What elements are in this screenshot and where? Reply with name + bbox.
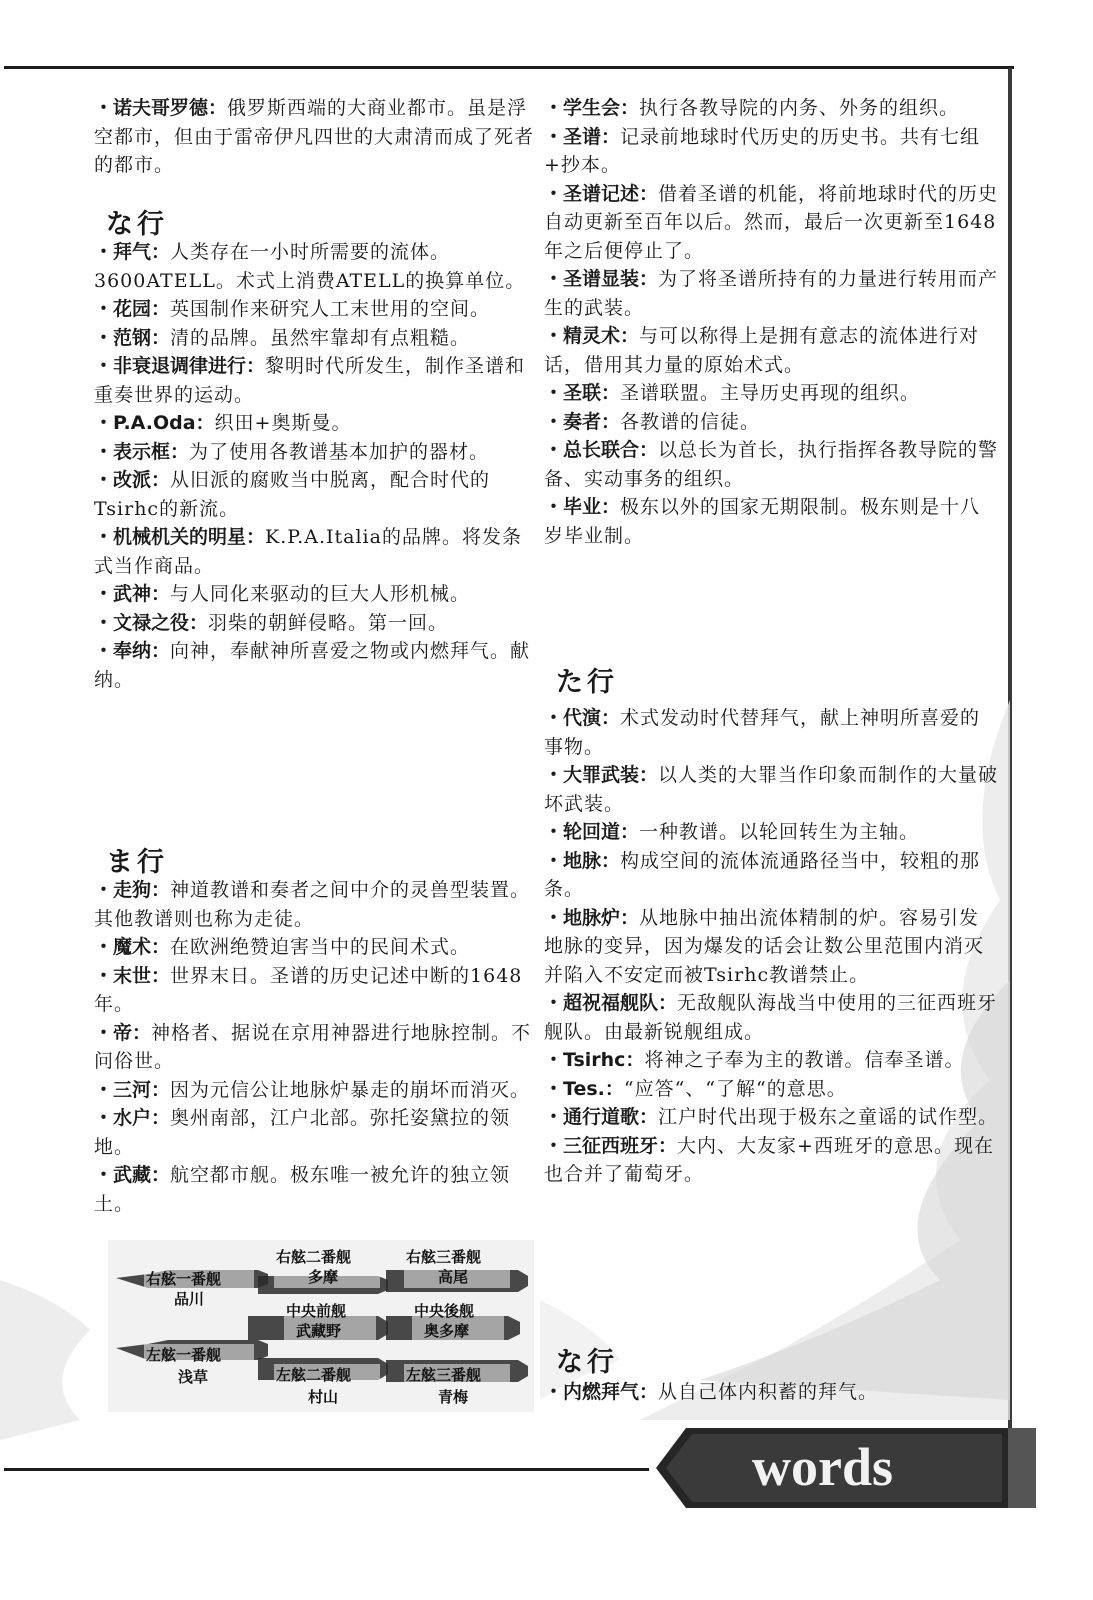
entry: ・走狗：神道教谱和奏者之间中介的灵兽型装置。其他教谱则也称为走徒。 (94, 879, 531, 930)
definition: 清的品牌。虽然牢靠却有点粗糙。 (170, 326, 471, 349)
ship-label: 左舷三番舰 (406, 1366, 482, 1384)
entry: ・三征西班牙：大内、大友家+西班牙的意思。现在也合并了葡萄牙。 (544, 1134, 994, 1185)
definition: 借着圣谱的机能，将前地球时代的历史自动更新至百年以后。然而，最后一次更新至1648年之后便停止了。 (544, 182, 999, 262)
ship-city: 浅草 (178, 1368, 209, 1386)
entry: ・拜气：人类存在一小时所需要的流体。3600ATELL。术式上消费ATELL的换算单位。 (94, 241, 526, 292)
ta-section (544, 704, 999, 1189)
entry: ・奉纳：向神，奉献神所喜爱之物或内燃拜气。献纳。 (94, 640, 531, 691)
entry: ・魔术：在欧洲绝赞迫害当中的民间术式。 (94, 936, 471, 958)
entry: ・Tsirhc：将神之子奉为主的教谱。信奉圣谱。 (544, 1049, 965, 1071)
term: 水户： (113, 1107, 171, 1129)
entry: ・圣谱记述：借着圣谱的机能，将前地球时代的历史自动更新至百年以后。然而，最后一次更新至1648年之后便停止了。 (544, 182, 999, 262)
entry: ・圣谱显装：为了将圣谱所持有的力量进行转用而产生的武装。 (544, 268, 999, 319)
term: 圣谱： (563, 125, 621, 148)
entry: ・机械机关的明星：K.P.A.Italia的品牌。将发条式当作商品。 (94, 526, 522, 577)
term: Tes.： (563, 1077, 624, 1100)
definition: 执行各教导院的内务、外务的组织。 (639, 97, 960, 119)
entry: ・P.A.Oda：织田+奥斯曼。 (94, 412, 352, 434)
ma-section (94, 876, 534, 1218)
term: 通行道歌： (563, 1106, 659, 1128)
definition: 航空都市舰。极东唯一被允许的独立领土。 (94, 1164, 511, 1215)
definition: 因为元信公让地脉炉暴走的崩坏而消灭。 (170, 1078, 531, 1101)
entry: ・文禄之役：羽柴的朝鲜侵略。第一回。 (94, 611, 449, 634)
ship-city: 武藏野 (296, 1322, 342, 1340)
definition: 以人类的大罪当作印象而制作的大量破坏武装。 (544, 764, 999, 815)
definition: 各教谱的信徒。 (620, 410, 761, 433)
term: 魔术： (113, 936, 171, 958)
definition: 术式发动时代替拜气，献上神明所喜爱的事物。 (544, 707, 981, 758)
definition: 从自己体内积蓄的拜气。 (658, 1381, 879, 1403)
entry: ・非衰退调律进行：黎明时代所发生，制作圣谱和重奏世界的运动。 (94, 355, 526, 406)
ship-city: 高尾 (438, 1268, 469, 1286)
definition: 一种教谱。以轮回转生为主轴。 (639, 821, 920, 843)
definition: 与可以称得上是拥有意志的流体进行对话，借用其力量的原始术式。 (544, 325, 980, 376)
definition: 向神，奉献神所喜爱之物或内燃拜气。献纳。 (94, 640, 531, 691)
definition: 与人同化来驱动的巨大人形机械。 (170, 583, 471, 605)
term: 地脉： (563, 849, 621, 872)
entry: ・地脉炉：从地脉中抽出流体精制的炉。容易引发地脉的变异，因为爆发的话会让数公里范围内消灭并陷入不安定而被Tsirhc教谱禁止。 (544, 906, 985, 986)
entry: ・学生会：执行各教导院的内务、外务的组织。 (544, 97, 960, 119)
ship-label: 右舷二番舰 (276, 1248, 352, 1266)
entry: ・轮回道：一种教谱。以轮回转生为主轴。 (544, 821, 920, 843)
definition: 羽柴的朝鲜侵略。第一回。 (208, 611, 449, 634)
term: 超祝福舰队： (563, 992, 678, 1014)
term: 圣谱显装： (563, 268, 659, 290)
term: 毕业： (563, 496, 621, 518)
definition: 世界末日。圣谱的历史记述中断的1648年。 (94, 964, 523, 1015)
term: 拜气： (113, 241, 171, 263)
definition: 英国制作来研究人工末世用的空间。 (170, 298, 491, 320)
term: 武神： (113, 583, 171, 605)
section-heading-na: な行 (106, 209, 168, 240)
entry: ・奏者：各教谱的信徒。 (544, 410, 761, 433)
entry: ・超祝福舰队：无敌舰队海战当中使用的三征西班牙舰队。由最新锐舰组成。 (544, 992, 998, 1043)
term: 花园： (113, 298, 171, 320)
term: 学生会： (563, 97, 640, 119)
term: 圣联： (563, 382, 621, 404)
section-heading-na-2: な行 (556, 1347, 618, 1378)
na-section (94, 238, 534, 694)
entry: ・武神：与人同化来驱动的巨大人形机械。 (94, 583, 471, 605)
definition: 人类存在一小时所需要的流体。3600ATELL。术式上消费ATELL的换算单位。 (94, 241, 526, 292)
definition: 从地脉中抽出流体精制的炉。容易引发地脉的变异，因为爆发的话会让数公里范围内消灭并陷入不安定而被Tsirhc教谱禁止。 (544, 906, 985, 986)
definition: 俄罗斯西端的大商业都市。虽是浮空都市，但由于雷帝伊凡四世的大肃清而成了死者的都市。 (94, 97, 535, 176)
term: 精灵术： (563, 325, 640, 347)
entry: ・精灵术：与可以称得上是拥有意志的流体进行对话，借用其力量的原始术式。 (544, 325, 980, 376)
term: 轮回道： (563, 821, 640, 843)
term: 非衰退调律进行： (113, 355, 266, 377)
ship-label: 右舷一番舰 (146, 1270, 222, 1288)
entry: ・改派：从旧派的腐败当中脱离，配合时代的Tsirhc的新流。 (94, 469, 491, 520)
entry-novgorod: ・诺夫哥罗德：俄罗斯西端的大商业都市。虽是浮空都市，但由于雷帝伊凡四世的大肃清而成了死者的都市。 (94, 97, 535, 176)
left-column (94, 94, 534, 180)
ship-city: 青梅 (438, 1388, 469, 1406)
ship-label: 左舷一番舰 (146, 1346, 222, 1364)
term: 圣谱记述： (563, 182, 659, 205)
term: P.A.Oda： (113, 412, 215, 434)
ship-label: 中央後舰 (414, 1302, 475, 1320)
entry: ・圣联：圣谱联盟。主导历史再现的组织。 (544, 382, 921, 404)
definition: 神格者、据说在京用神器进行地脉控制。不问俗世。 (94, 1021, 532, 1072)
section-heading-ta: た行 (556, 667, 618, 698)
term: 三征西班牙： (563, 1134, 678, 1157)
ship-city: 品川 (174, 1290, 205, 1308)
term: 机械机关的明星： (113, 526, 266, 548)
entry: ・花园：英国制作来研究人工末世用的空间。 (94, 298, 491, 320)
definition: 将神之子奉为主的教谱。信奉圣谱。 (644, 1049, 965, 1071)
entry: ・毕业：极东以外的国家无期限制。极东则是十八岁毕业制。 (544, 496, 981, 547)
definition: 江户时代出现于极东之童谣的试作型。 (658, 1106, 999, 1128)
section-heading-ma: ま行 (106, 847, 168, 878)
ship-label: 右舷三番舰 (406, 1248, 482, 1266)
term: 文禄之役： (113, 611, 209, 634)
definition: 圣谱联盟。主导历史再现的组织。 (620, 382, 921, 404)
words-label: words (752, 1437, 894, 1497)
entry: ・表示框：为了使用各教谱基本加护的器材。 (94, 440, 490, 463)
definition: 记录前地球时代历史的历史书。共有七组+抄本。 (544, 125, 981, 176)
definition: 神道教谱和奏者之间中介的灵兽型装置。其他教谱则也称为走徒。 (94, 879, 531, 930)
definition: 在欧洲绝赞迫害当中的民间术式。 (170, 936, 471, 958)
definition: 黎明时代所发生，制作圣谱和重奏世界的运动。 (94, 355, 526, 406)
term: 总长联合： (563, 439, 659, 461)
term: 奏者： (563, 410, 621, 433)
definition: K.P.A.Italia的品牌。将发条式当作商品。 (94, 526, 522, 577)
term: 大罪武装： (563, 764, 659, 786)
entry: ・内燃拜气：从自己体内积蓄的拜气。 (544, 1381, 879, 1403)
definition: 极东以外的国家无期限制。极东则是十八岁毕业制。 (544, 496, 981, 547)
term: 内燃拜气： (563, 1381, 659, 1403)
ship-city: 多摩 (308, 1268, 339, 1286)
na2-section (544, 1378, 999, 1407)
term: 代演： (563, 707, 621, 729)
definition: 织田+奥斯曼。 (214, 412, 352, 434)
term: 诺夫哥罗德： (113, 97, 228, 119)
definition: 从旧派的腐败当中脱离，配合时代的Tsirhc的新流。 (94, 469, 491, 520)
term: 末世： (113, 964, 171, 987)
term: 地脉炉： (563, 906, 640, 929)
definition: 以总长为首长，执行指挥各教导院的警备、实动事务的组织。 (544, 439, 999, 490)
ship-city: 村山 (308, 1388, 339, 1406)
ship-city: 奥多摩 (424, 1322, 470, 1340)
term: 奉纳： (113, 640, 171, 662)
term: 三河： (113, 1078, 171, 1101)
entry: ・范钢：清的品牌。虽然牢靠却有点粗糙。 (94, 326, 471, 349)
entry: ・末世：世界末日。圣谱的历史记述中断的1648年。 (94, 964, 523, 1015)
term: 武藏： (113, 1164, 171, 1186)
entry: ・通行道歌：江户时代出现于极东之童谣的试作型。 (544, 1106, 999, 1128)
term: 改派： (113, 469, 171, 491)
definition: 无敌舰队海战当中使用的三征西班牙舰队。由最新锐舰组成。 (544, 992, 998, 1043)
entry: ・圣谱：记录前地球时代历史的历史书。共有七组+抄本。 (544, 125, 981, 176)
term: 范钢： (113, 326, 171, 349)
ship-label: 中央前舰 (286, 1302, 347, 1320)
musashi-fleet-diagram (108, 1240, 534, 1412)
right-column (544, 94, 999, 550)
entry: ・大罪武装：以人类的大罪当作印象而制作的大量破坏武装。 (544, 764, 999, 815)
ship-label: 左舷二番舰 (276, 1366, 352, 1384)
definition: 为了将圣谱所持有的力量进行转用而产生的武装。 (544, 268, 999, 319)
definition: 为了使用各教谱基本加护的器材。 (189, 440, 490, 463)
term: 走狗： (113, 879, 171, 901)
entry: ・Tes.：“应答“、“了解“的意思。 (544, 1077, 847, 1100)
term: Tsirhc： (563, 1049, 645, 1071)
entry: ・代演：术式发动时代替拜气，献上神明所喜爱的事物。 (544, 707, 981, 758)
definition: 构成空间的流体流通路径当中，较粗的那条。 (544, 849, 981, 900)
term: 帝： (113, 1021, 152, 1044)
entry: ・水户：奥州南部，江户北部。弥托姿黛拉的领地。 (94, 1107, 511, 1158)
entry: ・武藏：航空都市舰。极东唯一被允许的独立领土。 (94, 1164, 511, 1215)
definition: “应答“、“了解“的意思。 (623, 1077, 847, 1100)
entry: ・地脉：构成空间的流体流通路径当中，较粗的那条。 (544, 849, 981, 900)
entry: ・帝：神格者、据说在京用神器进行地脉控制。不问俗世。 (94, 1021, 532, 1072)
entry: ・三河：因为元信公让地脉炉暴走的崩坏而消灭。 (94, 1078, 531, 1101)
definition: 大内、大友家+西班牙的意思。现在也合并了葡萄牙。 (544, 1134, 994, 1185)
definition: 奥州南部，江户北部。弥托姿黛拉的领地。 (94, 1107, 511, 1158)
entry: ・总长联合：以总长为首长，执行指挥各教导院的警备、实动事务的组织。 (544, 439, 999, 490)
term: 表示框： (113, 440, 190, 463)
